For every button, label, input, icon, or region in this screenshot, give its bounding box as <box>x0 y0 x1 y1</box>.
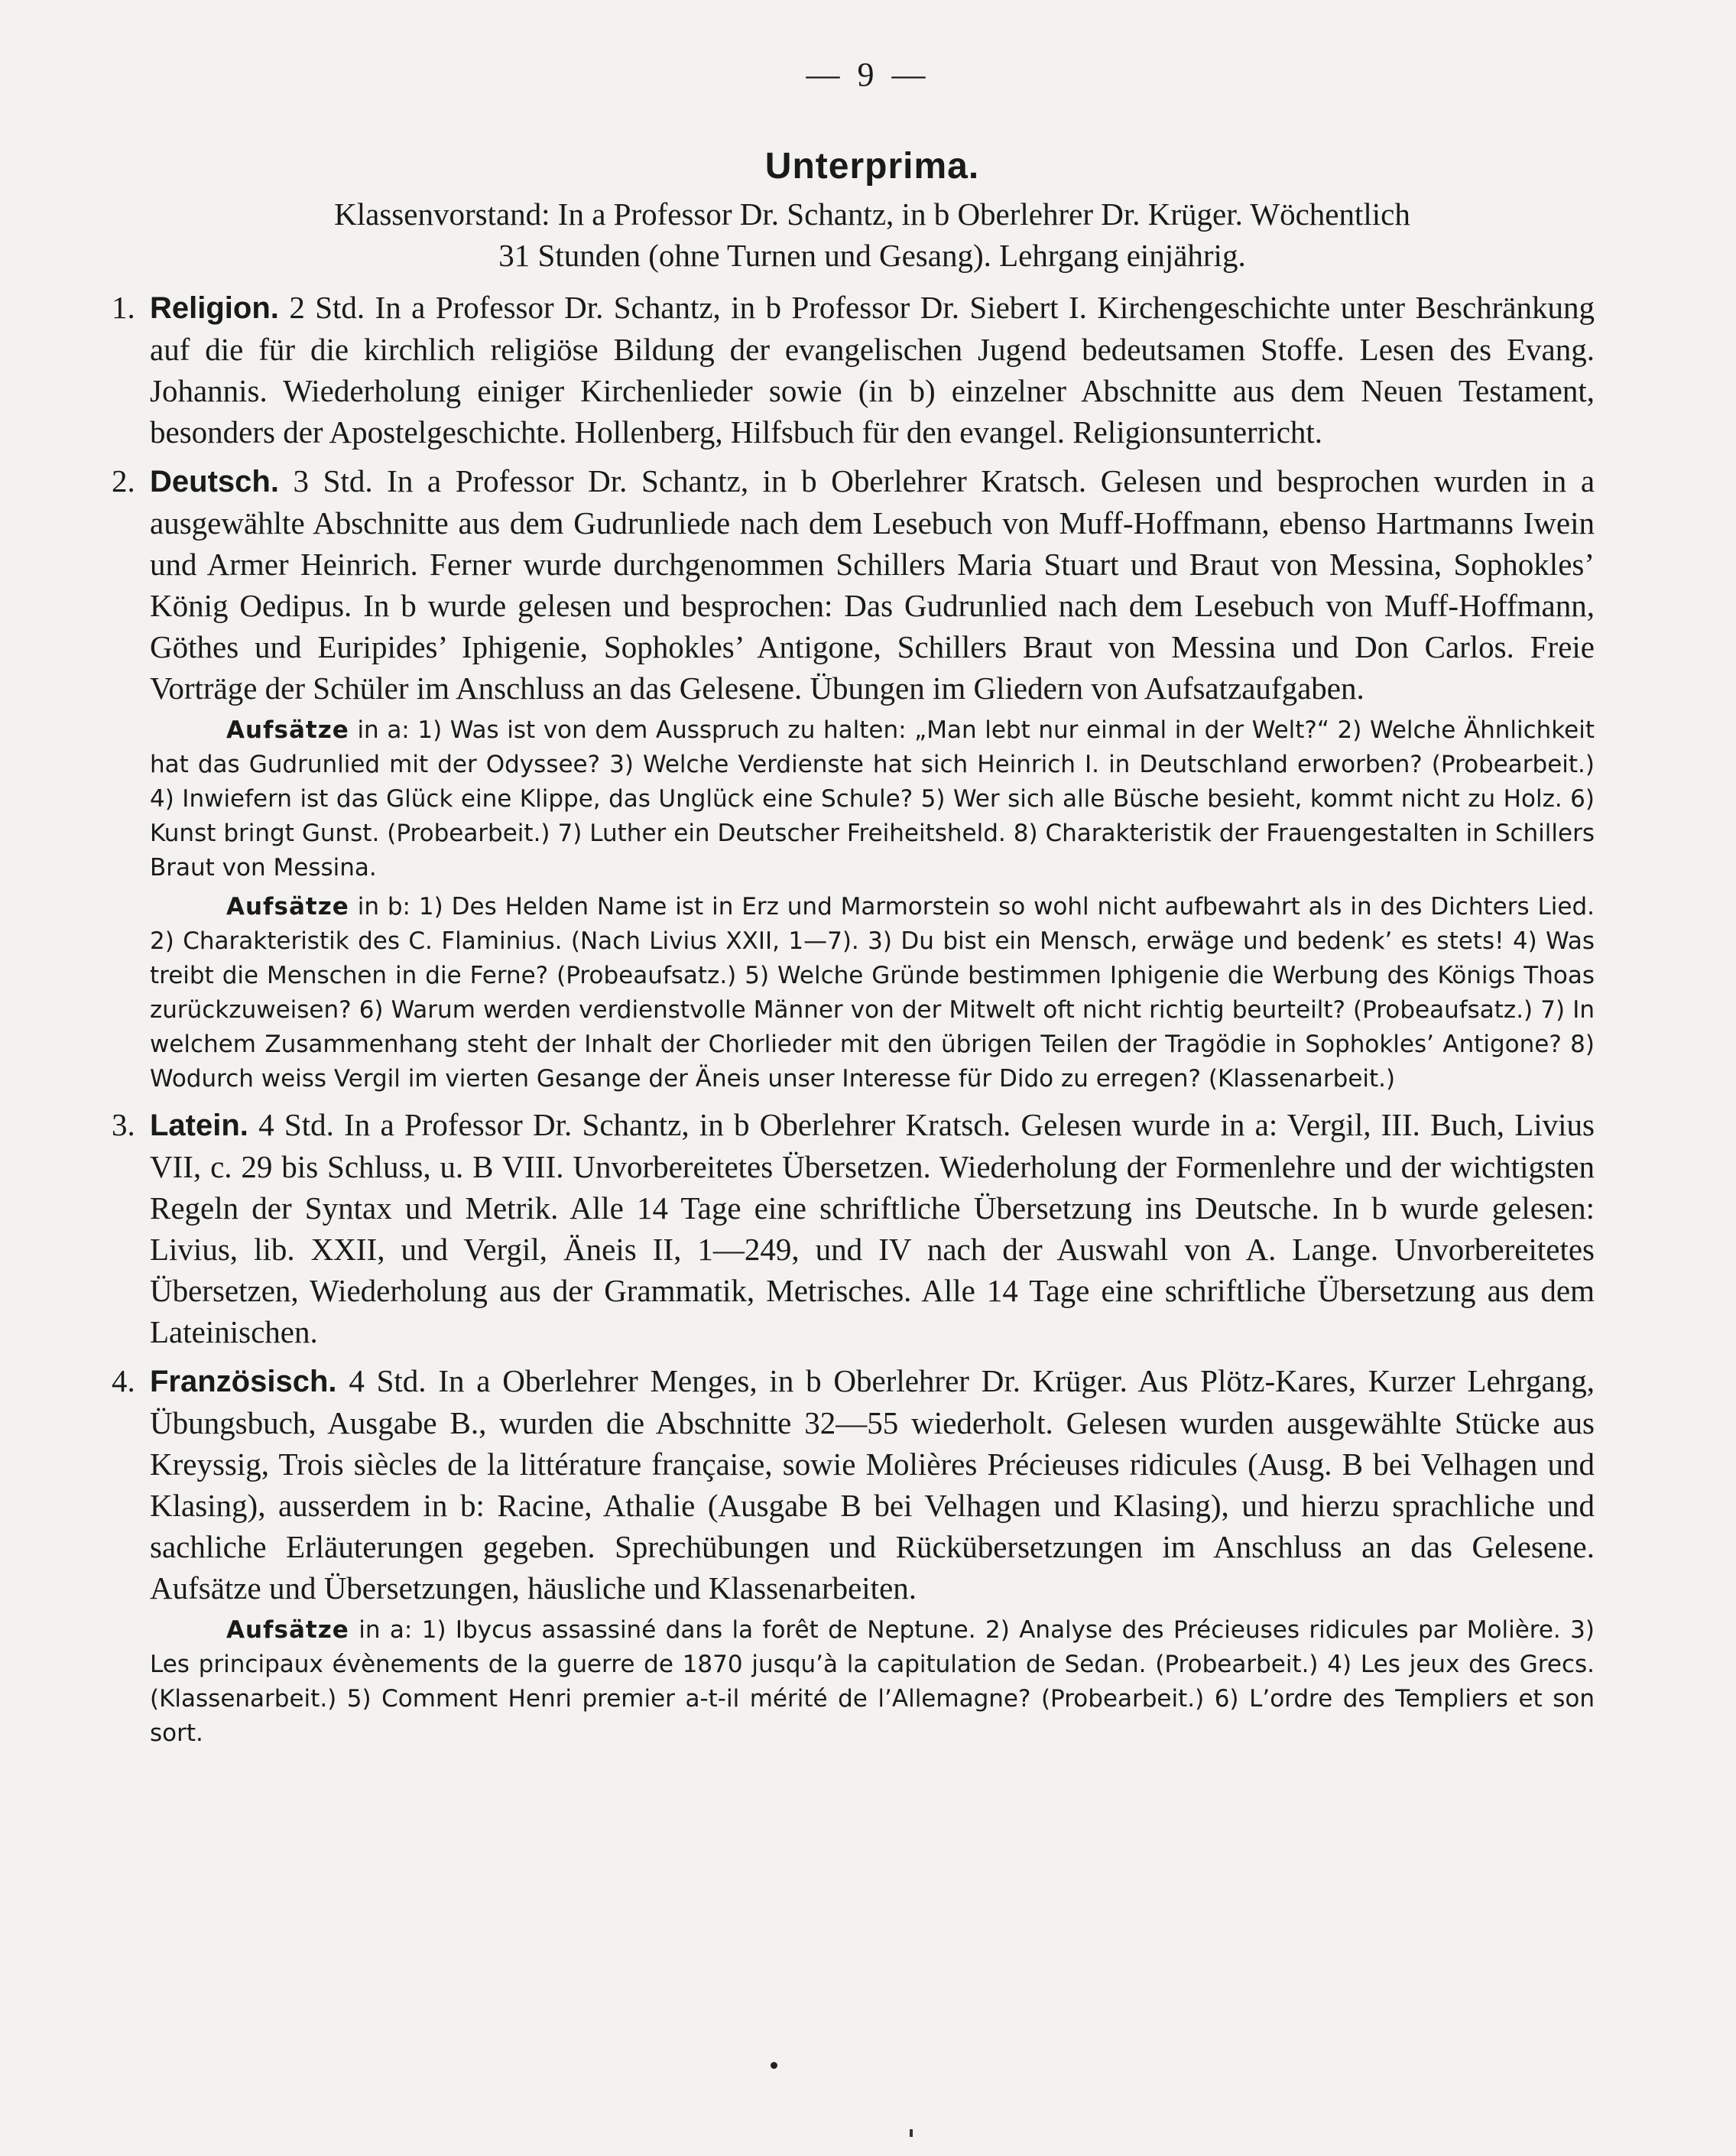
subject-paragraph <box>150 460 1595 709</box>
intro-line-2: 31 Stunden (ohne Turnen und Gesang). Lehrgang einjährig. <box>498 238 1246 273</box>
ink-speck <box>771 2062 777 2069</box>
subject-paragraph <box>150 1104 1595 1352</box>
subject-text: 4 Std. In a Professor Dr. Schantz, in b Oberlehrer Kratsch. Gelesen wurde in a: Vergil, III. Buch, Livius VII, c. 29 bis Schluss, u. B VIII. Unvorbereitetes Übersetzen. Wiederholung der Formenlehre und der wichtigsten Regeln der Syntax und Metrik. Alle 14 Tage eine schriftliche Übersetzung ins Deutsche. In b wurde gelesen: Livius, lib. XXII, und Vergil, Äneis II, 1—249, und IV nach der Auswahl von A. Lange. Unvorbereitetes Übersetzen, Wiederholung aus der Grammatik, Metrisches. Alle 14 Tage eine schriftliche Übersetzung aus dem Lateinischen. <box>150 1107 1595 1349</box>
essay-list-a <box>150 713 1595 885</box>
subject-number: 4. <box>112 1363 135 1398</box>
subject-paragraph <box>150 1360 1595 1609</box>
subject-name: Französisch. <box>150 1365 337 1398</box>
essay-list-b <box>150 890 1595 1096</box>
essay-list-franz <box>150 1613 1595 1751</box>
essay-label: Aufsätze <box>226 716 349 744</box>
subject-text: 3 Std. In a Professor Dr. Schantz, in b Oberlehrer Kratsch. Gelesen und besprochen wurden in a ausgewählte Abschnitte aus dem Gudrunliede nach dem Lesebuch von Muff-Hoffmann, ebenso Hartmanns Iwein und Armer Heinrich. Ferner wurde durchgenommen Schillers Maria Stuart und Braut von Messina, Sophokles’ König Oedipus. In b wurde gelesen und besprochen: Das Gudrunlied nach dem Lesebuch von Muff-Hoffmann, Göthes und Euripides’ Iphigenie, Sophokles’ Antigone, Schillers Braut von Messina und Don Carlos. Freie Vorträge der Schüler im Anschluss an das Gelesene. Übungen im Gliedern von Aufsatzaufgaben. <box>150 463 1595 706</box>
essay-text: in b: 1) Des Helden Name ist in Erz und Marmorstein so wohl nicht aufbewahrt als in des Dichters Lied. 2) Charakteristik des C. Flaminius. (Nach Livius XXII, 1—7). 3) Du bist ein Mensch, erwäge und bedenk’ es stets! 4) Was treibt die Menschen in die Ferne? (Probeaufsatz.) 5) Welche Gründe bestimmen Iphigenie die Werbung des Königs Thoas zurückzuweisen? 6) Warum werden verdienstvolle Männer von der Mitwelt oft nicht richtig beurteilt? (Probeaufsatz.) 7) In welchem Zusammenhang steht der Inhalt der Chorlieder mit den übrigen Teilen der Tragödie in Sophokles’ Antigone? 8) Wodurch weiss Vergil im vierten Gesange der Äneis unser Interesse für Dido zu erregen? (Klassenarbeit.) <box>150 893 1595 1093</box>
subject-name: Latein. <box>150 1109 248 1142</box>
intro-line-1: Klassenvorstand: In a Professor Dr. Schantz, in b Oberlehrer Dr. Krüger. Wöchentlich <box>334 196 1410 232</box>
page-number: — 9 — <box>806 56 930 93</box>
subject-name: Deutsch. <box>150 465 279 498</box>
subject-text: 2 Std. In a Professor Dr. Schantz, in b Professor Dr. Siebert I. Kirchengeschichte unter Beschränkung auf die für die kirchlich religiöse Bildung der evangelischen Jugend bedeutsamen Stoffe. Lesen des Evang. Johannis. Wiederholung einiger Kirchenlieder sowie (in b) einzelner Abschnitte aus dem Neuen Testament, besonders der Apostelgeschichte. Hollenberg, Hilfsbuch für den evangel. Religionsunterricht. <box>150 290 1595 450</box>
essay-label: Aufsätze <box>226 1616 349 1644</box>
ink-mark <box>910 2129 913 2137</box>
subject-number: 2. <box>112 463 135 498</box>
subject-latein <box>112 1104 1595 1352</box>
subject-franzoesisch <box>112 1360 1595 1751</box>
page-content <box>112 138 1595 1754</box>
essay-text: in a: 1) Was ist von dem Ausspruch zu halten: „Man lebt nur einmal in der Welt?“ 2) Welche Ähnlichkeit hat das Gudrunlied mit der Odyssee? 3) Welche Verdienste hat sich Heinrich I. in Deutschland erworben? (Probearbeit.) 4) Inwiefern ist das Glück eine Klippe, das Unglück eine Schule? 5) Wer sich alle Büsche besieht, kommt nicht zu Holz. 6) Kunst bringt Gunst. (Probearbeit.) 7) Luther ein Deutscher Freiheitsheld. 8) Charakteristik der Frauengestalten in Schillers Braut von Messina. <box>150 716 1595 882</box>
subject-number: 3. <box>112 1107 135 1142</box>
subject-text: 4 Std. In a Oberlehrer Menges, in b Oberlehrer Dr. Krüger. Aus Plötz-Kares, Kurzer Lehrgang, Übungsbuch, Ausgabe B., wurden die Abschnitte 32—55 wiederholt. Gelesen wurden ausgewählte Stücke aus Kreyssig, Trois siècles de la littérature française, sowie Molières Précieuses ridicules (Ausg. B bei Velhagen und Klasing), ausserdem in b: Racine, Athalie (Ausgabe B bei Velhagen und Klasing), und hierzu sprachliche und sachliche Erläuterungen gegeben. Sprechübungen und Rückübersetzungen im Anschluss an das Gelesene. Aufsätze und Übersetzungen, häusliche und Klassenarbeiten. <box>150 1363 1595 1606</box>
subject-name: Religion. <box>150 291 279 325</box>
essay-text: in a: 1) Ibycus assassiné dans la forêt de Neptune. 2) Analyse des Précieuses ridicules par Molière. 3) Les principaux évènements de la guerre de 1870 jusqu’à la capitulation de Sedan. (Probearbeit.) 4) Les jeux des Grecs. (Klassenarbeit.) 5) Comment Henri premier a-t-il mérité de l’Allemagne? (Probearbeit.) 6) L’ordre des Templiers et son sort. <box>150 1616 1595 1747</box>
subject-religion <box>112 287 1595 453</box>
subject-number: 1. <box>112 290 135 325</box>
subject-deutsch <box>112 460 1595 1096</box>
section-title: Unterprima. <box>764 146 980 187</box>
subject-paragraph <box>150 287 1595 453</box>
essay-label: Aufsätze <box>226 893 349 921</box>
